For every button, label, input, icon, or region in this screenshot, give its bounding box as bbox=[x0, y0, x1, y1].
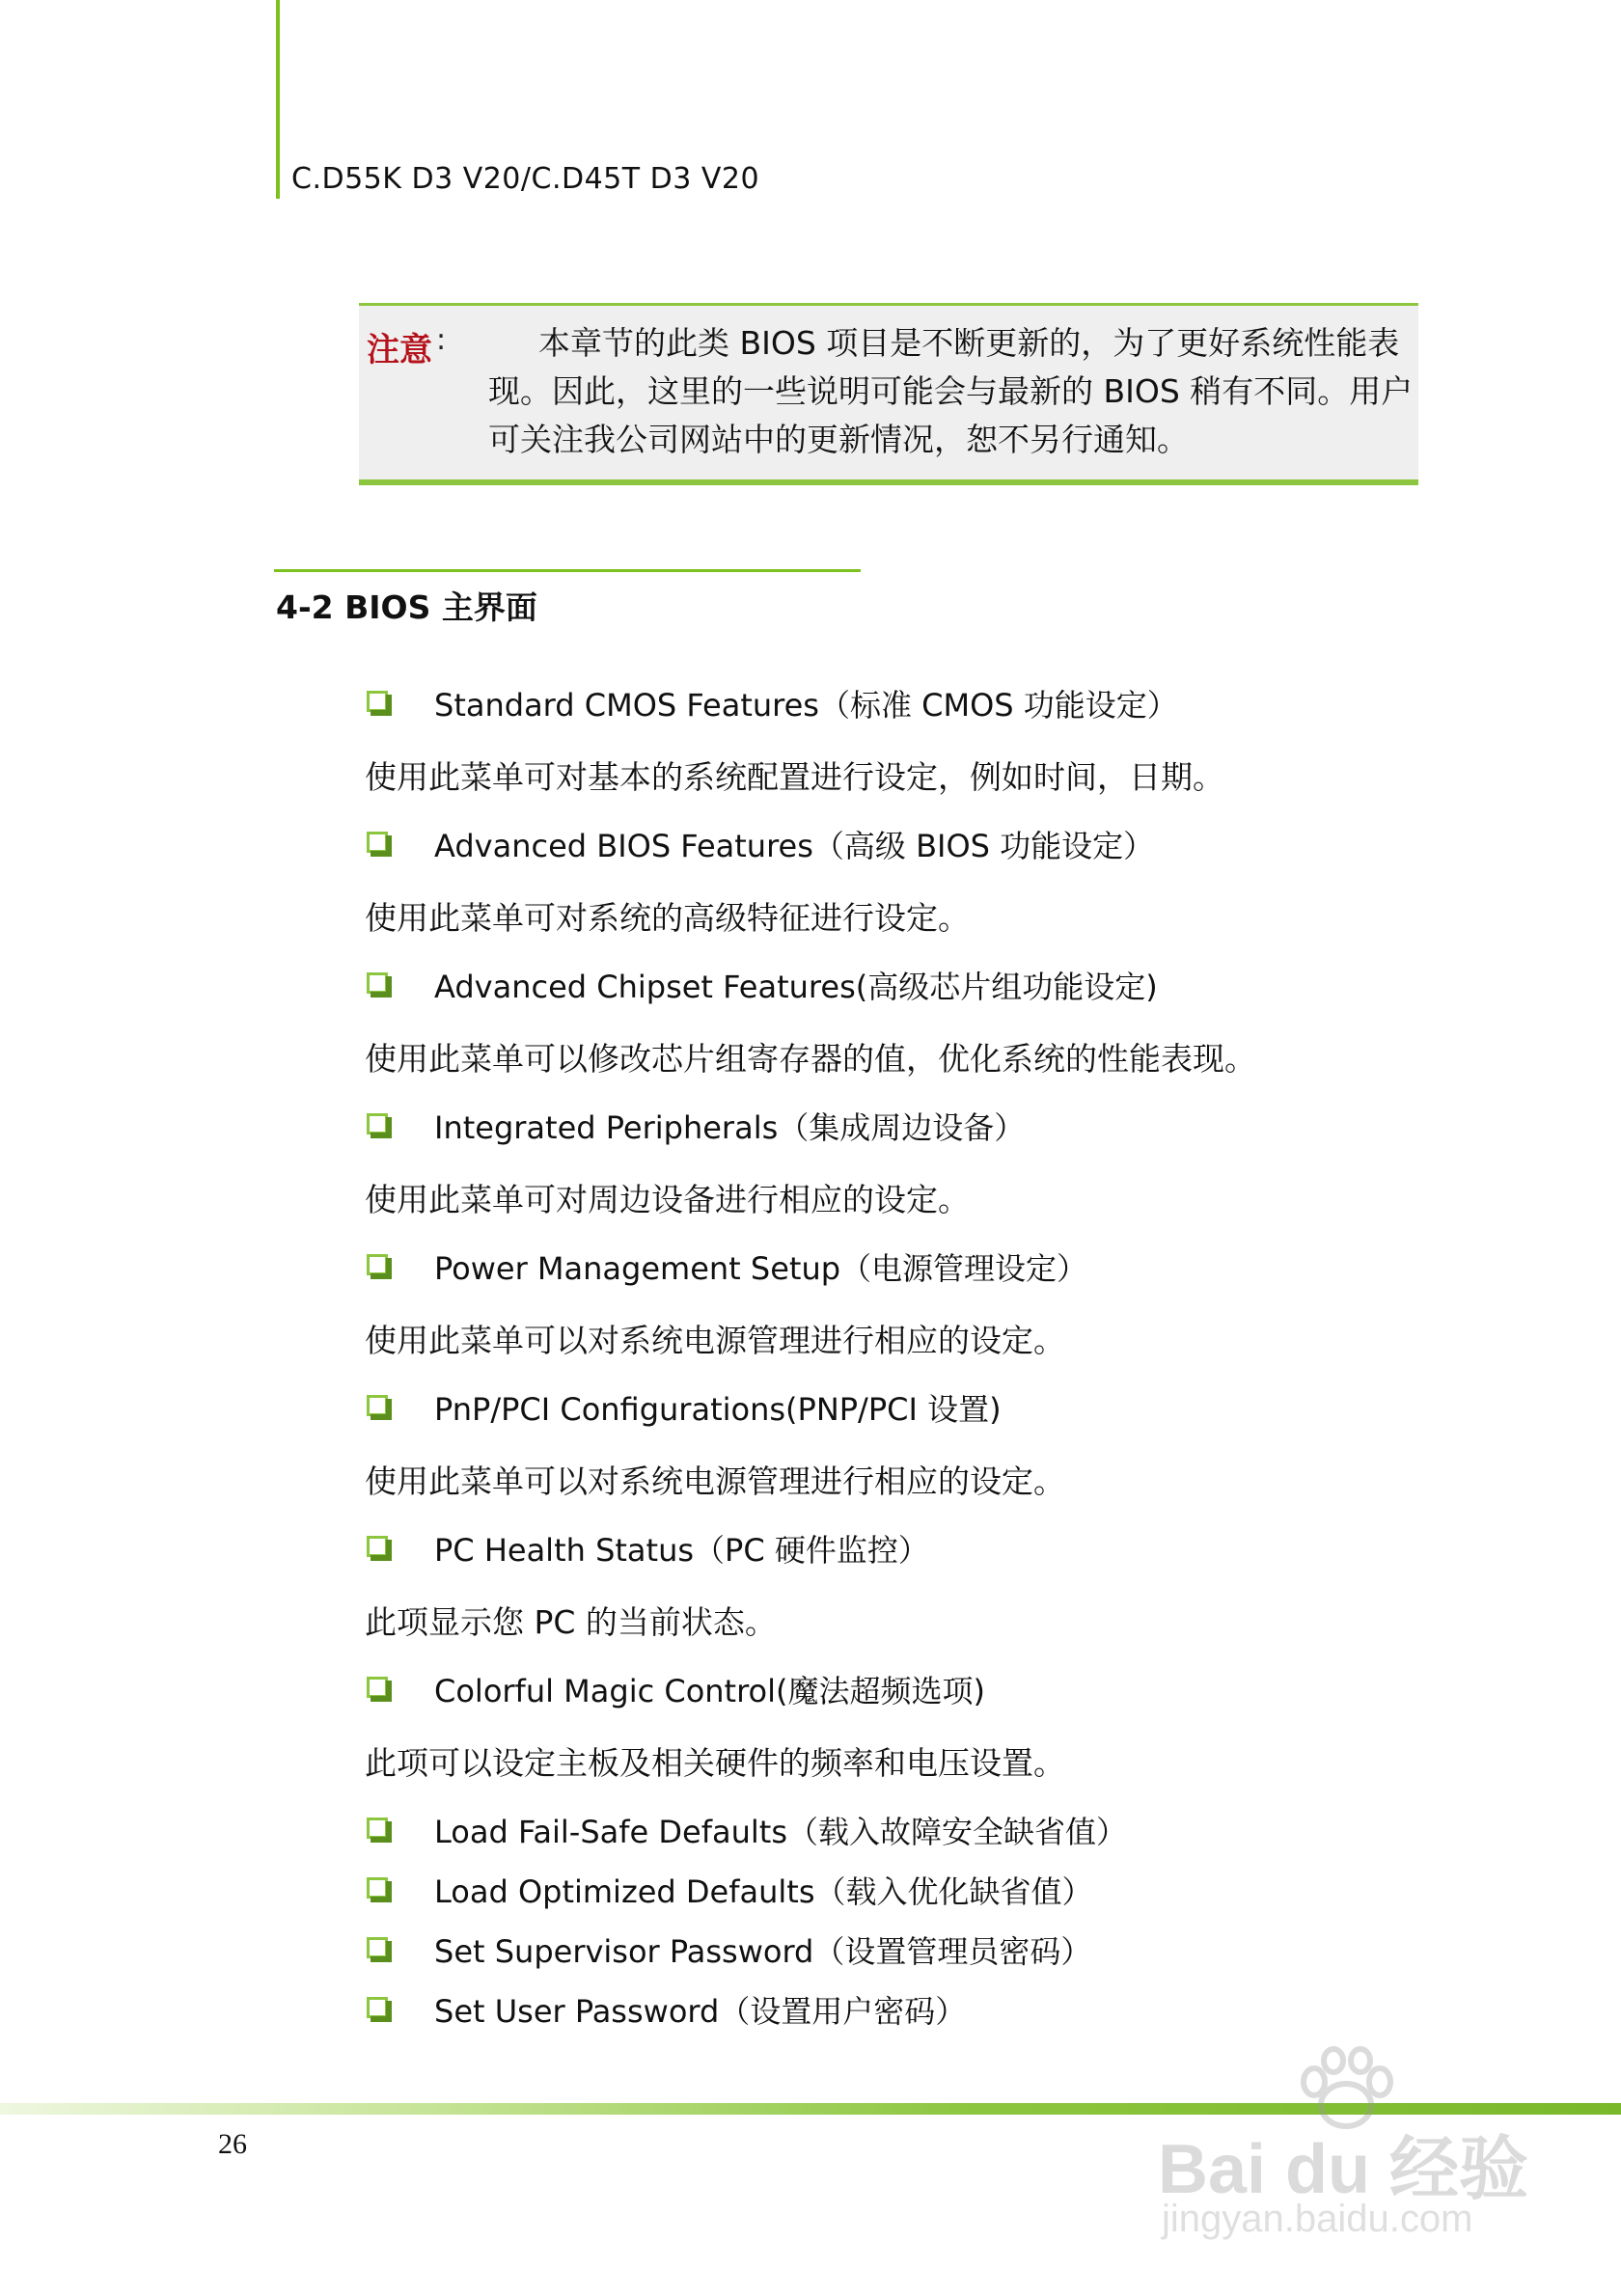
menu-item-label: Set User Password（设置用户密码） bbox=[434, 1993, 967, 2030]
menu-item-description: 此项显示您 PC 的当前状态。 bbox=[365, 1603, 777, 1641]
watermark-url: jingyan.baidu.com bbox=[1162, 2198, 1473, 2240]
menu-item-description: 使用此菜单可以对系统电源管理进行相应的设定。 bbox=[365, 1322, 1065, 1359]
menu-item-description: 使用此菜单可对周边设备进行相应的设定。 bbox=[365, 1181, 970, 1218]
checkbox-bullet-icon bbox=[367, 832, 388, 853]
note-text: 本章节的此类 BIOS 项目是不断更新的，为了更好系统性能表现。因此，这里的一些说明可能会与最新的 BIOS 稍有不同。用户可关注我公司网站中的更新情况，恕不另行通知。 bbox=[488, 324, 1414, 458]
note-label: 注意 bbox=[367, 331, 432, 369]
menu-item-label: PC Health Status（PC 硬件监控） bbox=[434, 1532, 929, 1569]
checkbox-bullet-icon bbox=[367, 1536, 388, 1557]
menu-item-label: Colorful Magic Control(魔法超频选项) bbox=[434, 1673, 985, 1709]
menu-item-label: Load Optimized Defaults（载入优化缺省值） bbox=[434, 1873, 1093, 1910]
menu-item-label: Advanced Chipset Features(高级芯片组功能设定) bbox=[434, 969, 1158, 1005]
menu-item-label: PnP/PCI Configurations(PNP/PCI 设置) bbox=[434, 1391, 1002, 1428]
menu-item-description: 使用此菜单可对基本的系统配置进行设定，例如时间，日期。 bbox=[365, 758, 1224, 796]
menu-item-description: 使用此菜单可以对系统电源管理进行相应的设定。 bbox=[365, 1462, 1065, 1500]
section-title: 4-2 BIOS 主界面 bbox=[276, 588, 537, 626]
note-colon: : bbox=[436, 323, 447, 357]
menu-item-description: 此项可以设定主板及相关硬件的频率和电压设置。 bbox=[365, 1744, 1065, 1782]
checkbox-bullet-icon bbox=[367, 1818, 388, 1839]
section-divider bbox=[274, 569, 861, 572]
checkbox-bullet-icon bbox=[367, 1877, 388, 1899]
header-model-title: C.D55K D3 V20/C.D45T D3 V20 bbox=[291, 162, 760, 196]
menu-item-label: Load Fail-Safe Defaults（载入故障安全缺省值） bbox=[434, 1814, 1127, 1850]
menu-item-description: 使用此菜单可对系统的高级特征进行设定。 bbox=[365, 899, 970, 937]
menu-item-label: Advanced BIOS Features（高级 BIOS 功能设定） bbox=[434, 828, 1155, 864]
checkbox-bullet-icon bbox=[367, 1937, 388, 1958]
checkbox-bullet-icon bbox=[367, 1113, 388, 1134]
menu-item-label: Set Supervisor Password（设置管理员密码） bbox=[434, 1933, 1092, 1970]
page-number: 26 bbox=[218, 2128, 247, 2160]
checkbox-bullet-icon bbox=[367, 1677, 388, 1698]
baidu-watermark bbox=[1148, 2045, 1534, 2238]
menu-item-label: Standard CMOS Features（标准 CMOS 功能设定） bbox=[434, 687, 1178, 724]
checkbox-bullet-icon bbox=[367, 691, 388, 712]
checkbox-bullet-icon bbox=[367, 1254, 388, 1275]
checkbox-bullet-icon bbox=[367, 1395, 388, 1416]
note-box bbox=[359, 303, 1418, 485]
checkbox-bullet-icon bbox=[367, 972, 388, 994]
menu-item-label: Power Management Setup（电源管理设定） bbox=[434, 1250, 1088, 1287]
menu-item-label: Integrated Peripherals（集成周边设备） bbox=[434, 1109, 1026, 1146]
menu-item-description: 使用此菜单可以修改芯片组寄存器的值，优化系统的性能表现。 bbox=[365, 1040, 1256, 1078]
header-accent-line bbox=[276, 0, 280, 199]
watermark-brand: Bai du 经验 bbox=[1158, 2131, 1529, 2208]
checkbox-bullet-icon bbox=[367, 1997, 388, 2018]
